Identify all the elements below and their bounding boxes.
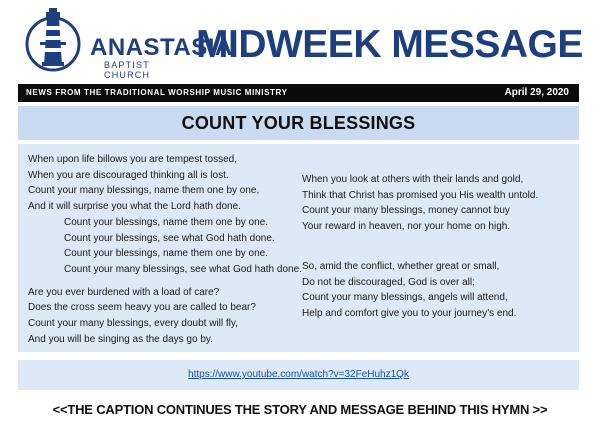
- lyric-line: Help and comfort give you to your journey’s end.: [302, 307, 517, 319]
- news-banner: [18, 84, 579, 102]
- verse-2: [28, 285, 302, 348]
- lyrics-right-column: [302, 172, 538, 322]
- masthead-title: MIDWEEK MESSAGE: [196, 23, 583, 66]
- lyric-line: When upon life billows you are tempest tossed,: [28, 154, 237, 165]
- church-logo: [22, 6, 233, 80]
- lyric-line: Count your blessings, name them one by one.: [64, 216, 269, 228]
- logo-name: ANASTASIA: [90, 34, 233, 61]
- lyric-line: And you will be singing as the days go by.: [28, 333, 213, 345]
- lyric-line: Do not be discouraged, God is over all;: [302, 276, 475, 288]
- lyric-line: Count your many blessings, money cannot buy: [302, 205, 510, 217]
- lyric-line: When you are discouraged thinking all is lost.: [28, 169, 229, 181]
- lyrics-box: [18, 144, 579, 352]
- lyric-line: Count your blessings, see what God hath done.: [64, 232, 275, 244]
- chorus: [28, 215, 302, 278]
- newsletter-header: [0, 0, 600, 82]
- verse-4: [302, 259, 538, 322]
- hymn-title-box: [18, 106, 579, 140]
- verse-3: [302, 172, 538, 235]
- lyric-line: Count your many blessings, see what God hath done.: [64, 263, 302, 275]
- stanza-gap: [28, 278, 302, 285]
- lyric-line: When you look at others with their lands and gold,: [302, 174, 524, 185]
- youtube-link[interactable]: https://www.youtube.com/watch?v=32FeHuhz1Qk: [188, 369, 409, 380]
- hymn-title: COUNT YOUR BLESSINGS: [181, 113, 416, 133]
- lyric-line: Your reward in heaven, nor your home on high.: [302, 221, 511, 233]
- lyric-line: Are you ever burdened with a load of care?: [28, 286, 220, 298]
- lyric-line: Count your many blessings, every doubt will fly,: [28, 318, 238, 330]
- stanza-gap: [302, 235, 538, 259]
- logo-subtitle: BAPTIST CHURCH: [104, 60, 151, 80]
- lyric-line: So, amid the conflict, whether great or small,: [302, 260, 500, 272]
- lyric-line: Count your many blessings, name them one by one,: [28, 185, 260, 197]
- banner-ministry-text: NEWS FROM THE TRADITIONAL WORSHIP MUSIC MINISTRY: [26, 88, 288, 97]
- lyric-line: Count your blessings, name them one by one.: [64, 248, 269, 260]
- lyric-line: Think that Christ has promised you His wealth untold.: [302, 189, 539, 201]
- video-link-box: [18, 360, 579, 390]
- lyrics-left-column: [28, 152, 302, 347]
- lyric-line: Count your many blessings, angels will attend,: [302, 292, 508, 304]
- banner-date: April 29, 2020: [504, 87, 569, 98]
- lighthouse-icon: [22, 6, 84, 74]
- lyric-line: Does the cross seem heavy you are called to bear?: [28, 302, 256, 314]
- caption-note: <<THE CAPTION CONTINUES THE STORY AND MESSAGE BEHIND THIS HYMN >>: [52, 402, 548, 417]
- verse-1: [28, 152, 302, 215]
- lyric-line: And it will surprise you what the Lord hath done.: [28, 201, 241, 213]
